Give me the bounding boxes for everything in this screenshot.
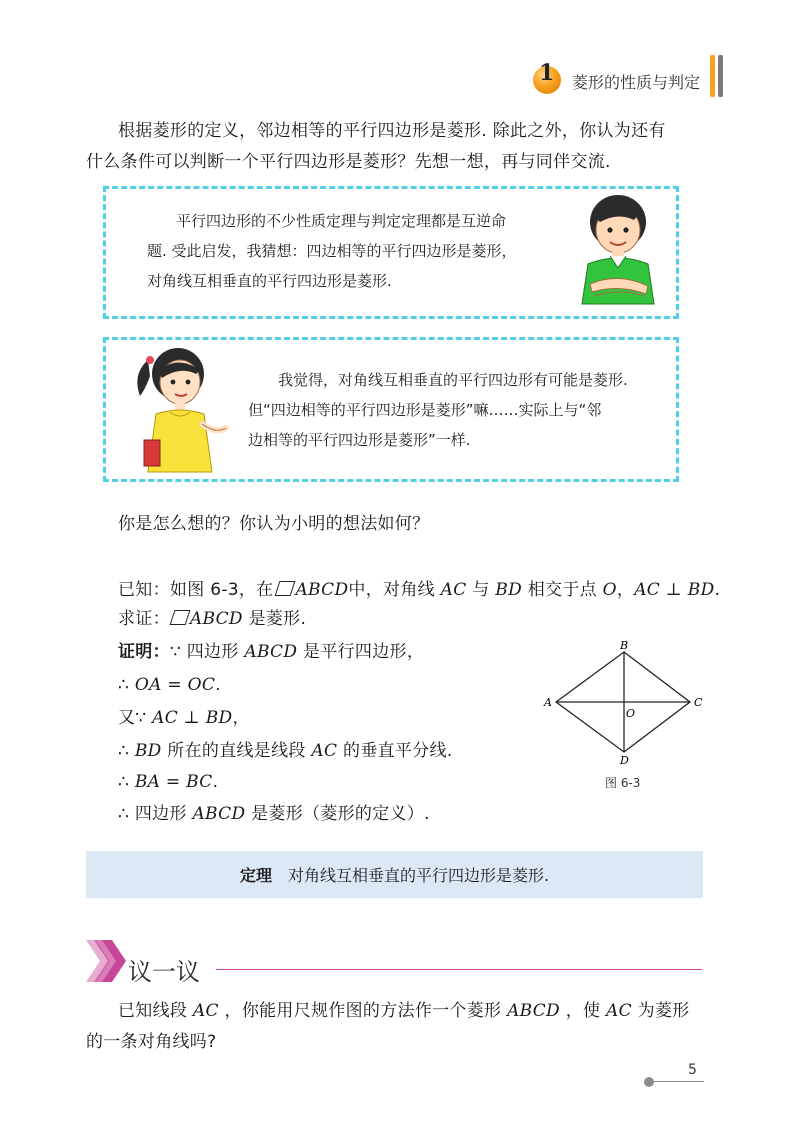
prove-line xyxy=(118,604,306,635)
discussion-line-2: 的一条对角线吗? xyxy=(86,1032,217,1052)
question-text: 你是怎么想的？你认为小明的想法如何？ xyxy=(118,514,430,534)
label-o: O xyxy=(626,707,636,720)
prove-end: 是菱形. xyxy=(248,609,307,629)
label-c: C xyxy=(694,696,703,709)
disc-text-a: 已知线段 xyxy=(118,1001,188,1021)
proof-step-2 xyxy=(118,670,221,701)
disc-math-ac-2: AC xyxy=(606,1001,632,1021)
intro-line-2: 什么条件可以判断一个平行四边形是菱形？先想一想，再与同伴交流. xyxy=(86,152,611,172)
disc-text-b: ，你能用尺规作图的方法作一个菱形 xyxy=(224,1001,502,1021)
step4-text-b: 的垂直平分线. xyxy=(343,741,453,761)
theorem-box xyxy=(86,851,703,898)
discussion-line-1 xyxy=(118,996,690,1027)
step4-text-a: 所在的直线是线段 xyxy=(167,741,306,761)
step5-end: . xyxy=(212,772,219,792)
given-o: O xyxy=(602,580,617,600)
step1-math: ABCD xyxy=(244,642,298,662)
given-line xyxy=(118,575,720,606)
therefore-symbol-1: ∴ xyxy=(118,675,130,695)
girl-illustration xyxy=(130,340,240,480)
chapter-number: 1 xyxy=(539,60,555,86)
parallelogram-symbol-1 xyxy=(275,581,296,596)
given-sep: ， xyxy=(616,580,635,600)
dialog-boy-line-2: 题. 受此启发，我猜想：四边相等的平行四边形是菱形， xyxy=(147,242,517,260)
given-prefix: 已知：如图 6-3，在 xyxy=(118,580,274,600)
page-dot xyxy=(644,1077,654,1087)
figure-caption: 图 6-3 xyxy=(605,776,641,790)
given-ac: AC xyxy=(440,580,467,600)
step2-math: OA = OC xyxy=(134,675,216,695)
intro-line-1: 根据菱形的定义，邻边相等的平行四边形是菱形. 除此之外，你认为还有 xyxy=(118,121,666,141)
theorem-text: 对角线互相垂直的平行四边形是菱形. xyxy=(287,866,550,885)
therefore-symbol-4: ∴ xyxy=(118,804,130,824)
header-bar-gray xyxy=(718,55,723,97)
step4-math: BD xyxy=(134,741,162,761)
disc-math-abcd: ABCD xyxy=(507,1001,560,1021)
proof-step-4 xyxy=(118,736,453,767)
dialog-girl-line-1: 我觉得，对角线互相垂直的平行四边形有可能是菱形. xyxy=(278,371,628,389)
proof-step-5 xyxy=(118,767,218,798)
proof-step-1 xyxy=(118,637,424,668)
page-number: 5 xyxy=(688,1062,697,1078)
prove-prefix: 求证： xyxy=(118,609,170,629)
step1-text-b: 是平行四边形， xyxy=(303,642,425,662)
label-d: D xyxy=(620,754,629,767)
given-and: 与 xyxy=(472,580,490,600)
chapter-title: 菱形的性质与判定 xyxy=(572,73,701,92)
step3-end: ， xyxy=(232,708,250,728)
theorem-label: 定理 xyxy=(239,866,272,885)
step2-end: . xyxy=(215,675,221,695)
given-end: . xyxy=(714,580,721,600)
page-rule xyxy=(652,1081,704,1082)
also-because-symbol: 又∵ xyxy=(118,708,147,728)
therefore-symbol-3: ∴ xyxy=(118,772,130,792)
dialog-boy-line-1: 平行四边形的不少性质定理与判定定理都是互逆命 xyxy=(176,212,507,230)
step6-text-b: 是菱形（菱形的定义）. xyxy=(251,804,430,824)
given-intersect: 相交于点 xyxy=(527,580,597,600)
section-chevron-icon xyxy=(86,940,126,982)
proof-step-6 xyxy=(118,799,430,830)
dialog-girl-line-2: 但“四边相等的平行四边形是菱形”嘛……实际上与“邻 xyxy=(248,401,602,419)
label-a: A xyxy=(544,696,552,709)
section-rule xyxy=(216,969,702,970)
given-mid: 中，对角线 xyxy=(348,580,435,600)
step3-math: AC ⊥ BD xyxy=(152,708,233,728)
disc-text-c: ，使 xyxy=(565,1001,601,1021)
figure-rhombus xyxy=(540,640,710,770)
therefore-symbol-2: ∴ xyxy=(118,741,130,761)
disc-math-ac: AC xyxy=(192,1001,219,1021)
step1-text-a: 四边形 xyxy=(186,642,239,662)
label-b: B xyxy=(620,640,629,652)
given-bd: BD xyxy=(495,580,523,600)
given-abcd: ABCD xyxy=(295,580,349,600)
dialog-girl-line-3: 边相等的平行四边形是菱形”一样. xyxy=(248,431,471,449)
section-title: 议一议 xyxy=(128,958,200,986)
step5-math: BA = BC xyxy=(134,772,213,792)
given-perp: AC ⊥ BD xyxy=(634,580,715,600)
proof-step-3 xyxy=(118,703,250,734)
boy-illustration xyxy=(570,192,670,312)
step6-math: ABCD xyxy=(192,804,246,824)
dialog-boy-line-3: 对角线互相垂直的平行四边形是菱形. xyxy=(147,272,392,290)
step4-math-2: AC xyxy=(311,741,338,761)
parallelogram-symbol-2 xyxy=(169,610,190,625)
because-symbol: ∵ xyxy=(169,642,182,662)
proof-label: 证明： xyxy=(118,642,170,662)
header-bar-orange xyxy=(710,55,715,97)
disc-text-d: 为菱形 xyxy=(637,1001,690,1021)
step6-text-a: 四边形 xyxy=(134,804,187,824)
prove-abcd: ABCD xyxy=(189,609,243,629)
